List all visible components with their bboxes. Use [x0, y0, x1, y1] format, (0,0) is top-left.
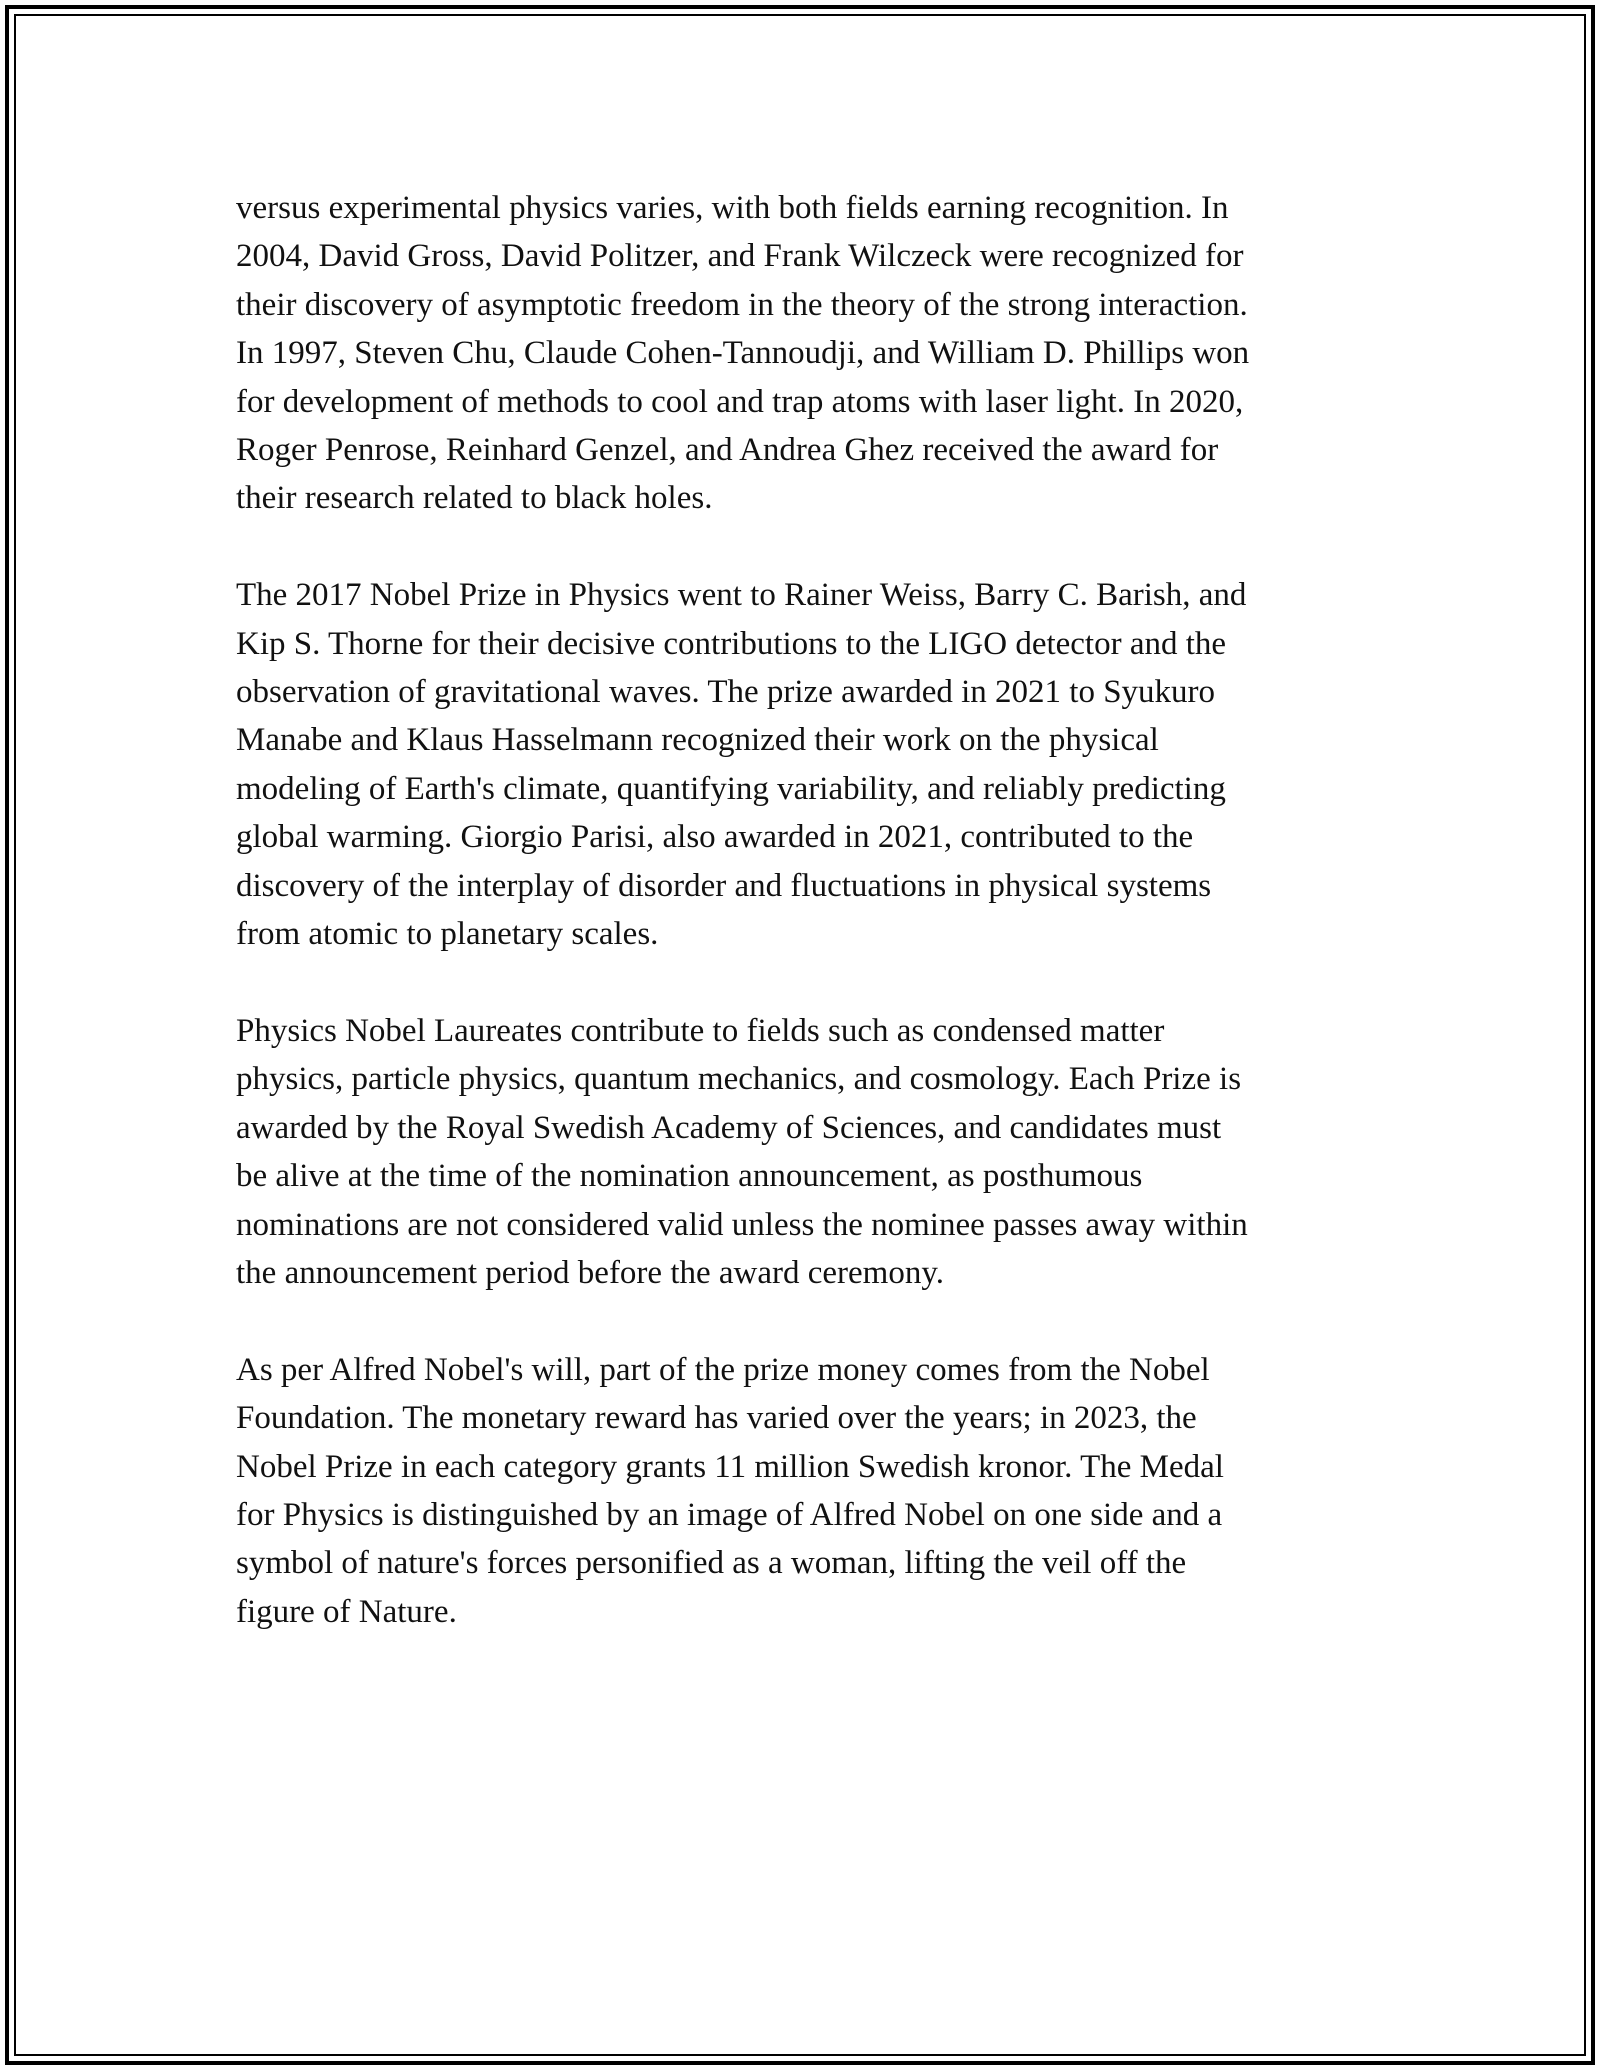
paragraph-line: observation of gravitational waves. The prize awarded in 2021 to Syukuro [236, 674, 1216, 711]
paragraph-line: modeling of Earth's climate, quantifying variability, and reliably predicting [236, 770, 1226, 807]
paragraph-line: for Physics is distinguished by an image of Alfred Nobel on one side and a [236, 1496, 1223, 1533]
paragraph-line: nominations are not considered valid unless the nominee passes away within [236, 1206, 1248, 1243]
paragraph-line: physics, particle physics, quantum mechanics, and cosmology. Each Prize is [236, 1061, 1242, 1098]
paragraph-3 [236, 1007, 1396, 1297]
paragraph-line: Foundation. The monetary reward has varied over the years; in 2023, the [236, 1400, 1197, 1437]
paragraph-line: In 1997, Steven Chu, Claude Cohen-Tannoudji, and William D. Phillips won [236, 335, 1250, 372]
paragraph-line: 2004, David Gross, David Politzer, and Frank Wilczeck were recognized for [236, 238, 1244, 275]
paragraph-line: Kip S. Thorne for their decisive contributions to the LIGO detector and the [236, 625, 1227, 662]
paragraph-line: versus experimental physics varies, with both fields earning recognition. In [236, 190, 1229, 226]
paragraph-line: The 2017 Nobel Prize in Physics went to Rainer Weiss, Barry C. Barish, and [236, 577, 1247, 614]
paragraph-line: from atomic to planetary scales. [236, 916, 659, 953]
paragraph-line: discovery of the interplay of disorder and fluctuations in physical systems [236, 867, 1212, 904]
paragraph-line: Physics Nobel Laureates contribute to fields such as condensed matter [236, 1012, 1165, 1049]
paragraph-1 [236, 184, 1396, 523]
paragraph-line: be alive at the time of the nomination announcement, as posthumous [236, 1158, 1143, 1195]
paragraph-line: awarded by the Royal Swedish Academy of Sciences, and candidates must [236, 1109, 1222, 1146]
paragraph-line: Manabe and Klaus Hasselmann recognized their work on the physical [236, 722, 1159, 759]
document-body [236, 184, 1396, 1685]
paragraph-line: the announcement period before the award ceremony. [236, 1254, 944, 1291]
paragraph-line: figure of Nature. [236, 1593, 457, 1630]
paragraph-4 [236, 1346, 1396, 1636]
paragraph-2 [236, 571, 1396, 958]
paragraph-line: Nobel Prize in each category grants 11 million Swedish kronor. The Medal [236, 1448, 1224, 1485]
paragraph-line: for development of methods to cool and trap atoms with laser light. In 2020, [236, 383, 1244, 420]
paragraph-line: As per Alfred Nobel's will, part of the prize money comes from the Nobel [236, 1351, 1210, 1388]
paragraph-line: Roger Penrose, Reinhard Genzel, and Andrea Ghez received the award for [236, 432, 1219, 469]
paragraph-line: their discovery of asymptotic freedom in the theory of the strong interaction. [236, 286, 1248, 323]
paragraph-line: symbol of nature's forces personified as a woman, lifting the veil off the [236, 1545, 1187, 1582]
paragraph-line: global warming. Giorgio Parisi, also awarded in 2021, contributed to the [236, 819, 1194, 856]
paragraph-line: their research related to black holes. [236, 480, 713, 517]
